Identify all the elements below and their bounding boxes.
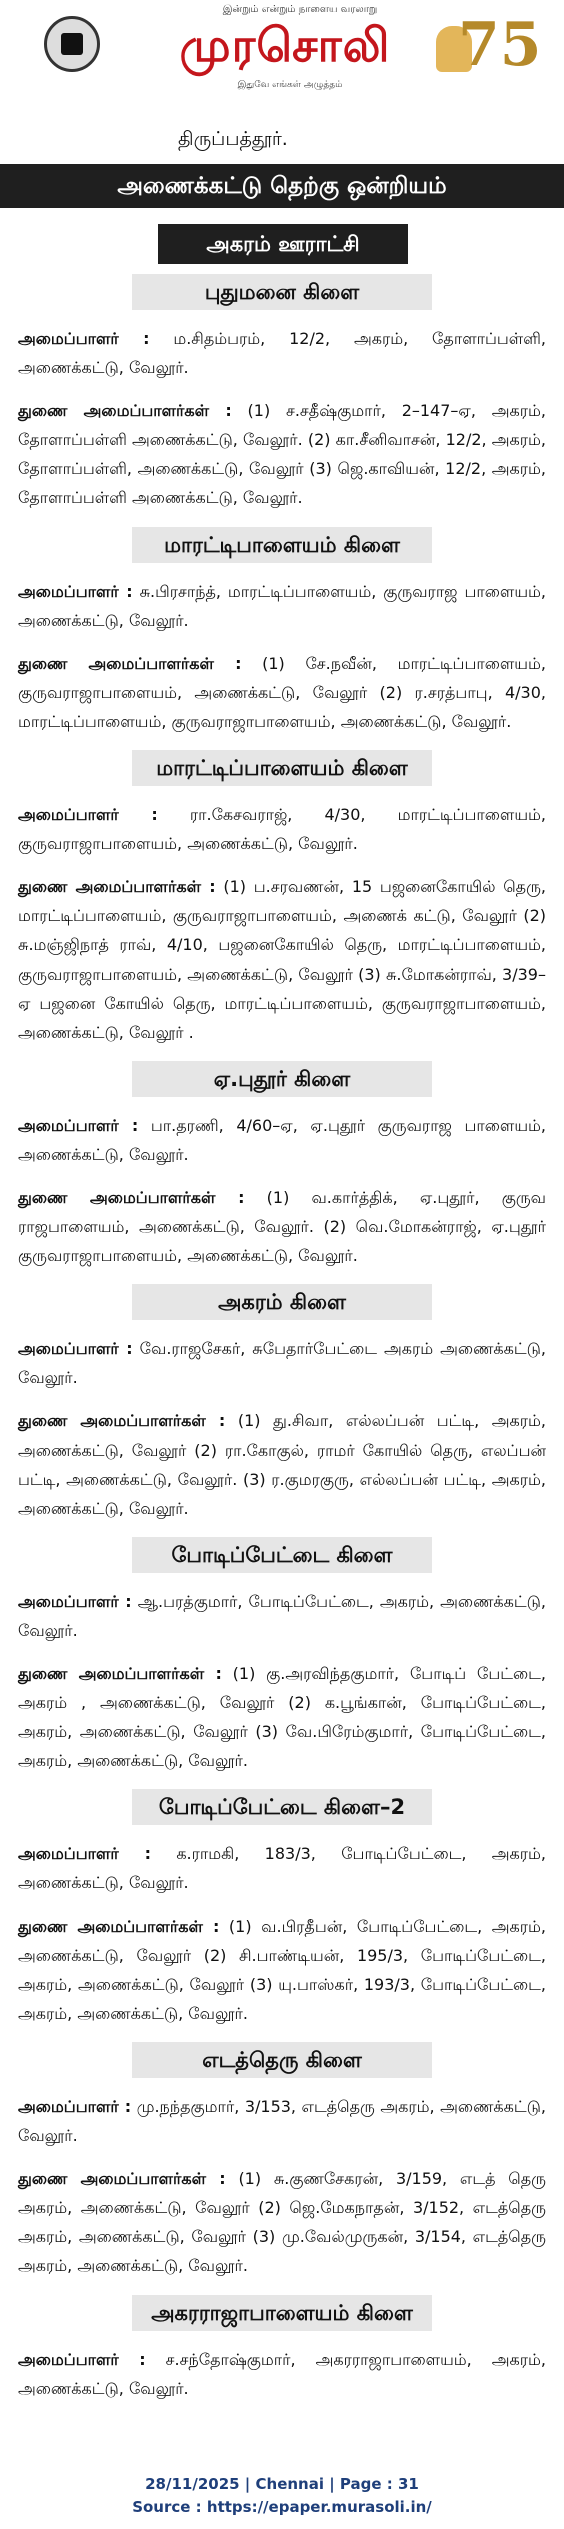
branch-section [18,1284,546,1523]
member-paragraph [18,1406,546,1522]
newspaper-logo: முரசொலி [179,18,391,72]
member-paragraph [18,396,546,512]
branch-section [18,2295,546,2403]
branch-title: போடிப்பேட்டை கிளை [132,1537,432,1573]
branch-title: எடத்தெரு கிளை [132,2042,432,2078]
branch-title: அகரராஜாபாளையம் கிளை [132,2295,432,2331]
anniversary-number: 75 [458,10,542,80]
masthead-tagline: இன்றும் என்றும் நாளைய வரலாறு [222,4,378,15]
member-paragraph [18,872,546,1047]
member-paragraph [18,1912,546,2028]
branch-title: புதுமனை கிளை [132,274,432,310]
member-paragraph [18,2092,546,2150]
party-emblem-icon [44,16,100,72]
role-label: அமைப்பாளர் : [18,329,150,348]
member-paragraph [18,1839,546,1897]
branch-section [18,1537,546,1776]
member-details: சு.பிரசாந்த், மாரட்டிப்பாளையம், குருவராஜ பாளையம், அணைக்கட்டு, வேலூர். [18,581,547,630]
member-details: (1) கு.அரவிந்தகுமார், போடிப் பேட்டை, அகரம் , அணைக்கட்டு, வேலூர் (2) க.பூங்கான், போடிப்பேட்டை, அகரம், அணைக்கட்டு, வேலூர் (3) வே.பிரேம்குமார், போடிப்பேட்டை, அகரம், அணைக்கட்டு, வேலூர். [18,1664,546,1771]
continued-text: திருப்பத்தூர். [178,128,288,150]
logo-subtitle: இதுவே எங்கள் அழுத்தம் [237,80,343,90]
member-details: பா.தரணி, 4/60–ஏ, ஏ.புதூர் குருவராஜ பாளையம், அணைக்கட்டு, வேலூர். [18,1115,547,1164]
role-label: துணை அமைப்பாளர்கள் : [18,1916,220,1936]
role-label: துணை அமைப்பாளர்கள் : [18,1411,226,1431]
member-paragraph [18,2345,546,2403]
page-footer [0,2472,564,2518]
member-details: (1) ப.சரவணன், 15 பஜனைகோயில் தெரு, மாரட்டிப்பாளையம், குருவராஜாபாளையம், அணைக் கட்டு, வேலூர் (2) சு.மஞ்ஜிநாத் ராவ், 4/10, பஜனைகோயில் தெரு, மாரட்டிப்பாளையம், குருவராஜாபாளையம், அணைக்கட்டு, வேலூர் (3) சு.மோகன்ராவ், 3/39–ஏ பஜனை கோயில் தெரு, மாரட்டிப்பாளையம், குருவராஜாபாளையம், அணைக்கட்டு, வேலூர் . [18,877,546,1042]
role-label: துணை அமைப்பாளர்கள் : [18,877,216,897]
member-paragraph [18,1111,546,1169]
member-details: (1) வ.பிரதீபன், போடிப்பேட்டை, அகரம், அணைக்கட்டு, வேலூர் (2) சி.பாண்டியன், 195/3, போடிப்பேட்டை, அகரம், அணைக்கட்டு, வேலூர் (3) யு.பாஸ்கர், 193/3, போடிப்பேட்டை, அகரம், அணைக்கட்டு, வேலூர். [18,1916,546,2023]
member-paragraph [18,1587,546,1645]
role-label: துணை அமைப்பாளர்கள் : [18,1187,245,1207]
branch-title: ஏ.புதூர் கிளை [132,1061,432,1097]
role-label: அமைப்பாளர் : [18,1115,139,1135]
role-label: அமைப்பாளர் : [18,1844,151,1864]
member-details: ஆ.பரத்குமார், போடிப்பேட்டை, அகரம், அணைக்கட்டு, வேலூர். [18,1591,547,1640]
branch-section [18,274,546,513]
section-title: அணைக்கட்டு தெற்கு ஒன்றியம் [0,164,564,208]
footer-date: 28/11/2025 | Chennai | Page : 31 [145,2475,419,2493]
member-paragraph [18,1334,546,1392]
member-paragraph [18,649,546,736]
article-body [18,274,546,2417]
member-details: ரா.கேசவராஜ், 4/30, மாரட்டிப்பாளையம், குருவராஜாபாளையம், அணைக்கட்டு, வேலூர். [18,805,546,854]
member-details: மு.நந்தகுமார், 3/153, எடத்தெரு அகரம், அணைக்கட்டு, வேலூர். [18,2096,547,2146]
role-label: அமைப்பாளர் : [18,1339,133,1359]
member-details: (1) சே.நவீன், மாரட்டிப்பாளையம், குருவராஜாபாளையம், அணைக்கட்டு, வேலூர் (2) ர.சரத்பாபு, 4/30, மாரட்டிப்பாளையம், குருவராஜாபாளையம், அணைக்கட்டு, வேலூர். [18,653,546,731]
branch-section [18,1789,546,2028]
role-label: துணை அமைப்பாளர்கள் : [18,2169,226,2189]
member-details: (1) சு.குணசேகரன், 3/159, எடத் தெரு அகரம், அணைக்கட்டு, வேலூர் (2) ஜெ.மேகநாதன், 3/152, எடத்தெரு அகரம், அணைக்கட்டு, வேலூர் (3) மு.வேல்முருகன், 3/154, எடத்தெரு அகரம், அணைக்கட்டு, வேலூர். [18,2169,546,2276]
role-label: அமைப்பாளர் : [18,2096,132,2116]
member-details: (1) வ.கார்த்திக், ஏ.புதூர், குருவ ராஜபாளையம், அணைக்கட்டு, வேலூர். (2) வெ.மோகன்ராஜ், ஏ.புதூர் குருவராஜாபாளையம், அணைக்கட்டு, வேலூர். [18,1187,546,1266]
masthead [0,0,564,120]
member-paragraph [18,324,546,382]
branch-title: போடிப்பேட்டை கிளை–2 [132,1789,432,1825]
member-details: (1) ச.சதீஷ்குமார், 2–147–ஏ, அகரம், தோளாப்பள்ளி அணைக்கட்டு, வேலூர். (2) கா.சீனிவாசன், 12/2, அகரம், தோளாப்பள்ளி, அணைக்கட்டு, வேலூர் (3) ஜெ.காவியன், 12/2, அகரம், தோளாப்பள்ளி அணைக்கட்டு, வேலூர். [18,401,546,508]
branch-title: அகரம் கிளை [132,1284,432,1320]
branch-section [18,2042,546,2281]
member-paragraph [18,577,546,635]
role-label: துணை அமைப்பாளர்கள் : [18,401,232,421]
role-label: அமைப்பாளர் : [18,1591,132,1611]
role-label: அமைப்பாளர் : [18,805,158,825]
role-label: துணை அமைப்பாளர்கள் : [18,1664,222,1683]
branch-section [18,527,546,736]
subsection-title: அகரம் ஊராட்சி [158,224,408,264]
branch-title: மாரட்டிபாளையம் கிளை [132,527,432,563]
member-details: வே.ராஜசேகர், சுபேதார்பேட்டை அகரம் அணைக்கட்டு, வேலூர். [18,1339,547,1388]
member-details: ம.சிதம்பரம், 12/2, அகரம், தோளாப்பள்ளி, அணைக்கட்டு, வேலூர். [18,329,547,378]
anniversary-badge [436,8,542,84]
role-label: அமைப்பாளர் : [18,581,133,601]
footer-source: Source : https://epaper.murasoli.in/ [132,2498,432,2516]
role-label: அமைப்பாளர் : [18,2349,146,2369]
member-details: (1) து.சிவா, எல்லப்பன் பட்டி, அகரம், அணைக்கட்டு, வேலூர் (2) ரா.கோகுல், ராமர் கோயில் தெரு, எலப்பன் பட்டி, அணைக்கட்டு, வேலூர். (3) ர.குமரகுரு, எல்லப்பன் பட்டி, அகரம், அணைக்கட்டு, வேலூர். [18,1411,547,1518]
member-paragraph [18,1183,546,1270]
branch-title: மாரட்டிப்பாளையம் கிளை [132,750,432,786]
branch-section [18,750,546,1047]
member-details: ச.சந்தோஷ்குமார், அகரராஜாபாளையம், அகரம், அணைக்கட்டு, வேலூர். [18,2349,547,2398]
member-paragraph [18,2164,546,2280]
member-paragraph [18,800,546,858]
member-paragraph [18,1659,546,1775]
role-label: துணை அமைப்பாளர்கள் : [18,653,242,673]
branch-section [18,1061,546,1270]
member-details: க.ராமகி, 183/3, போடிப்பேட்டை, அகரம், அணைக்கட்டு, வேலூர். [18,1844,546,1893]
